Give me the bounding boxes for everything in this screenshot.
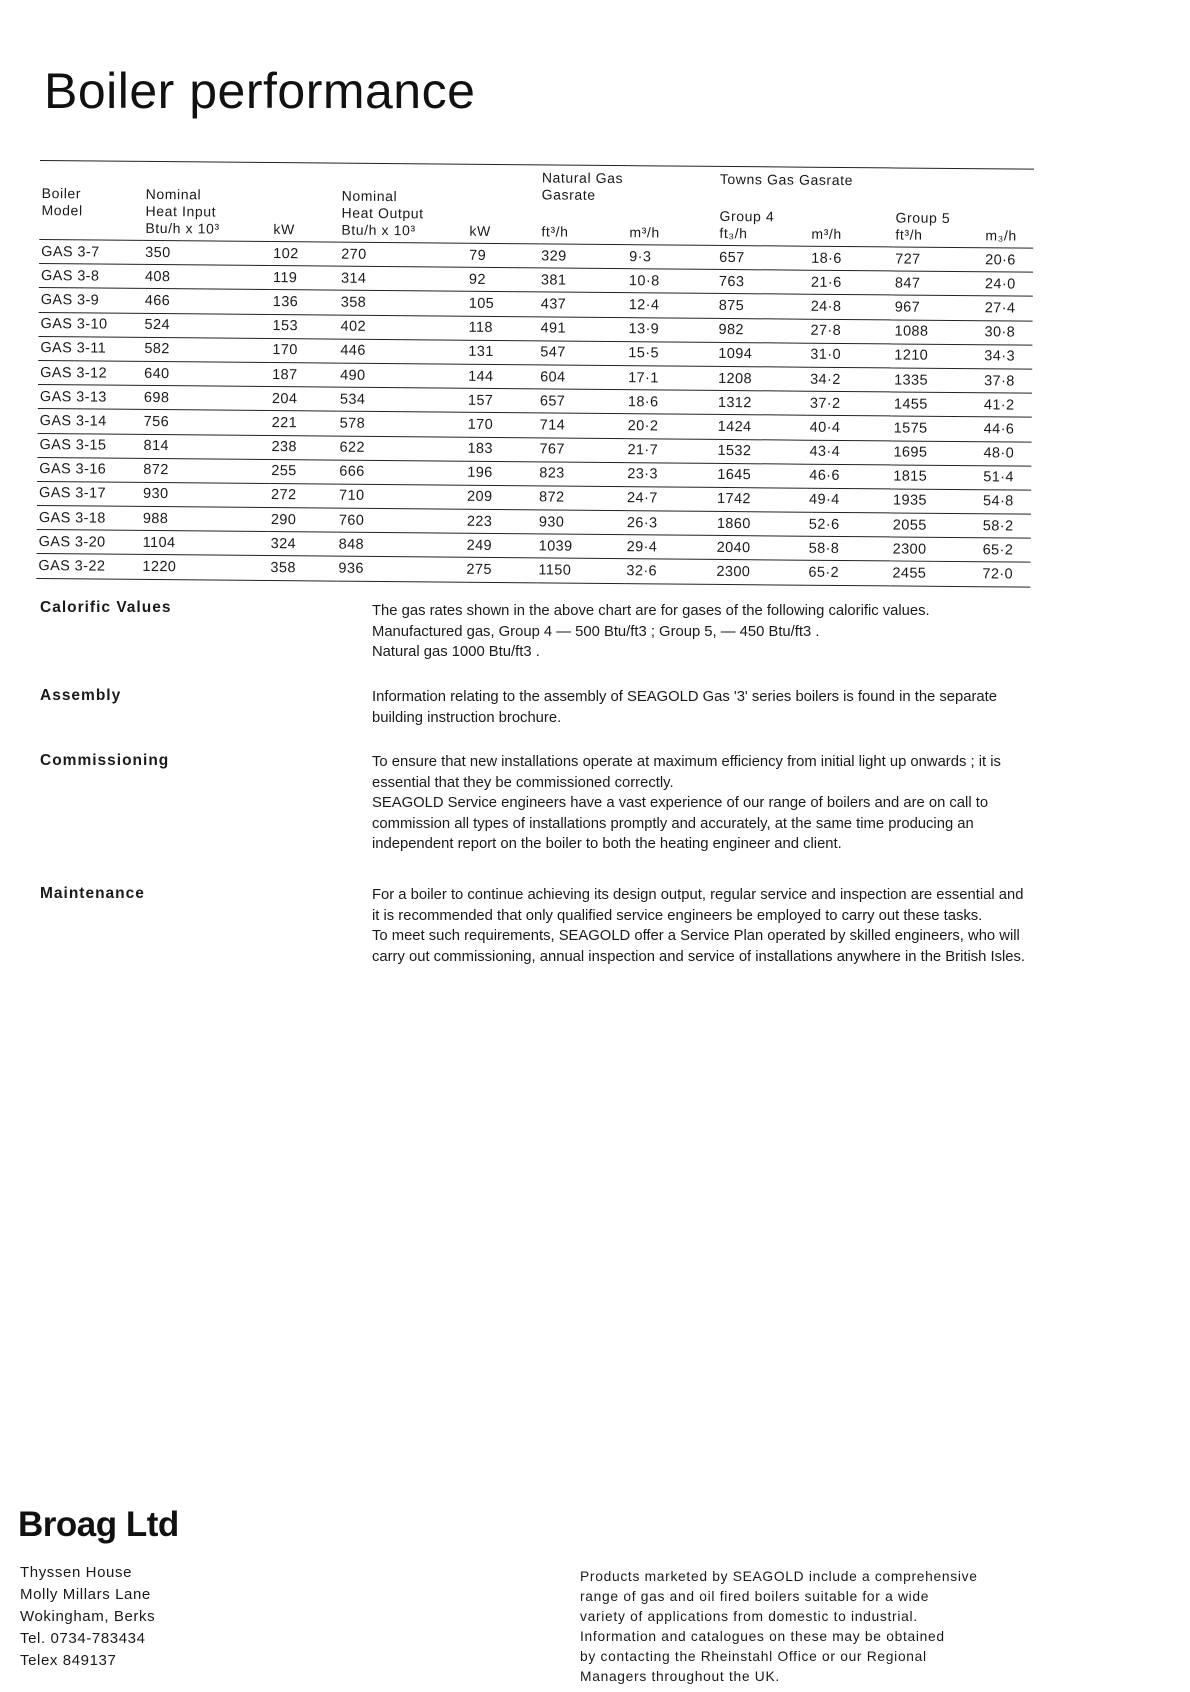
- boiler-model-cell: GAS 3-22: [36, 554, 140, 579]
- table-cell: 604: [538, 365, 626, 390]
- table-cell: 26·3: [625, 511, 715, 536]
- section-body: [372, 601, 1032, 663]
- table-cell: 20·6: [983, 248, 1033, 273]
- table-cell: 10·8: [627, 269, 717, 294]
- table-cell: 767: [537, 437, 625, 462]
- header-towns-gas: Towns Gas Gasrate: [718, 166, 1034, 210]
- section-body: [372, 752, 1032, 855]
- address-line: Telex 849137: [20, 1652, 117, 1669]
- table-cell: 34·3: [982, 344, 1032, 369]
- table-cell: 12·4: [627, 293, 717, 318]
- table-cell: 157: [466, 388, 538, 413]
- products-note: [580, 1567, 1020, 1687]
- table-cell: 65·2: [806, 561, 890, 586]
- section-label: Commissioning: [40, 752, 170, 769]
- table-cell: 710: [337, 484, 465, 509]
- header-natural-gas-line2: Gasrate: [541, 186, 596, 203]
- table-cell: 46·6: [807, 464, 891, 489]
- table-cell: 1094: [716, 342, 808, 367]
- table-cell: 30·8: [982, 320, 1032, 345]
- header-group5-label: Group 5: [895, 209, 951, 226]
- header-heat-input-kw: kW: [271, 163, 340, 243]
- boiler-performance-table: [36, 160, 1034, 587]
- section-label: Assembly: [40, 687, 122, 704]
- maintenance-paragraph: To meet such requirements, SEAGOLD offer a Service Plan operated by skilled engineers, who will carry out commissioning, annual inspection and service of installations anywhere in the British Isles.: [372, 928, 1026, 965]
- table-cell: 524: [142, 313, 270, 338]
- boiler-model-cell: GAS 3-16: [37, 457, 141, 482]
- table-cell: 381: [539, 268, 627, 293]
- table-body: [36, 239, 1033, 586]
- products-line: Information and catalogues on these may be obtained: [580, 1629, 945, 1644]
- table-cell: 1335: [892, 368, 982, 393]
- header-heat-input-line2: Heat Input: [145, 202, 217, 220]
- table-cell: 58·8: [807, 536, 891, 561]
- company-address: [20, 1562, 155, 1672]
- table-cell: 1815: [891, 465, 981, 490]
- header-boiler-model-line1: Boiler: [41, 185, 82, 202]
- table-header-row-top: [40, 160, 1034, 210]
- table-cell: 1210: [892, 344, 982, 369]
- section-label: Maintenance: [40, 885, 145, 902]
- address-line: Molly Millars Lane: [20, 1586, 151, 1603]
- header-heat-output-line2: Heat Output: [341, 204, 424, 222]
- table-cell: 967: [893, 295, 983, 320]
- header-group5-ft3: ft³/h: [895, 226, 923, 243]
- table-cell: 1455: [892, 392, 982, 417]
- maintenance-paragraph: For a boiler to continue achieving its design output, regular service and inspection are essential and it is recommended that only qualified service engineers be employed to carry out these tasks.: [372, 887, 1024, 924]
- table-cell: 2300: [714, 560, 806, 585]
- table-cell: 936: [336, 557, 464, 582]
- boiler-model-cell: GAS 3-10: [38, 312, 142, 337]
- table-cell: 58·2: [981, 514, 1031, 539]
- table-cell: 34·2: [808, 367, 892, 392]
- table-cell: 18·6: [626, 390, 716, 415]
- table-cell: 153: [270, 314, 338, 339]
- table-cell: 102: [271, 242, 339, 267]
- products-line: by contacting the Rheinstahl Office or our Regional: [580, 1649, 927, 1664]
- table-cell: 1424: [716, 415, 808, 440]
- table-cell: 187: [270, 362, 338, 387]
- header-heat-input: [143, 161, 272, 241]
- table-cell: 13·9: [626, 317, 716, 342]
- table-cell: 221: [270, 411, 338, 436]
- calorific-line: Manufactured gas, Group 4 — 500 Btu/ft3 ; Group 5, — 450 Btu/ft3 .: [372, 623, 820, 640]
- table-cell: 37·2: [808, 391, 892, 416]
- table-cell: 1860: [715, 511, 807, 536]
- table-cell: 2300: [891, 537, 981, 562]
- table-cell: 2455: [890, 561, 980, 586]
- table-cell: 21·6: [809, 270, 893, 295]
- table-cell: 466: [143, 289, 271, 314]
- table-cell: 119: [271, 266, 339, 291]
- table-cell: 255: [269, 459, 337, 484]
- table-cell: 2055: [891, 513, 981, 538]
- table-cell: 490: [338, 363, 466, 388]
- table-cell: 982: [716, 318, 808, 343]
- boiler-model-cell: GAS 3-18: [37, 506, 141, 531]
- table-cell: 170: [270, 338, 338, 363]
- boiler-model-cell: GAS 3-9: [39, 288, 143, 313]
- table-cell: 930: [537, 510, 625, 535]
- boiler-model-cell: GAS 3-20: [37, 530, 141, 555]
- section-label: Calorific Values: [40, 599, 172, 616]
- header-natural-gas-ft3: ft³/h: [539, 206, 627, 244]
- table-cell: 1742: [715, 487, 807, 512]
- table-cell: 72·0: [980, 562, 1030, 587]
- header-heat-output-line1: Nominal: [341, 187, 398, 205]
- table-cell: 65·2: [981, 538, 1031, 563]
- table-cell: 578: [338, 411, 466, 436]
- table-cell: 1575: [892, 416, 982, 441]
- header-group5-m3: m₃/h: [983, 210, 1033, 248]
- table-cell: 136: [271, 290, 339, 315]
- assembly-text: Information relating to the assembly of SEAGOLD Gas '3' series boilers is found in the separate building instruction brochure.: [372, 689, 997, 726]
- header-boiler-model: [39, 160, 144, 240]
- boiler-model-cell: GAS 3-14: [38, 409, 142, 434]
- table-cell: 2040: [715, 536, 807, 561]
- table-cell: 40·4: [808, 416, 892, 441]
- boiler-model-cell: GAS 3-7: [39, 239, 143, 264]
- header-group4-ft3: ft₃/h: [719, 224, 748, 242]
- table-cell: 32·6: [624, 559, 714, 584]
- table-cell: 727: [893, 247, 983, 272]
- table-cell: 823: [537, 462, 625, 487]
- table-cell: 760: [337, 508, 465, 533]
- table-cell: 657: [538, 389, 626, 414]
- boiler-model-cell: GAS 3-8: [39, 264, 143, 289]
- table-cell: 170: [466, 413, 538, 438]
- table-cell: 209: [465, 485, 537, 510]
- table-cell: 622: [337, 436, 465, 461]
- table-cell: 872: [537, 486, 625, 511]
- products-line: variety of applications from domestic to industrial.: [580, 1609, 918, 1624]
- table-cell: 324: [269, 532, 337, 557]
- table-cell: 54·8: [981, 490, 1031, 515]
- table-cell: 48·0: [981, 441, 1031, 466]
- table-cell: 988: [141, 506, 269, 531]
- table-cell: 358: [339, 290, 467, 315]
- boiler-model-cell: GAS 3-15: [37, 433, 141, 458]
- address-line: Wokingham, Berks: [20, 1608, 156, 1625]
- table-cell: 204: [270, 387, 338, 412]
- table-cell: 144: [466, 364, 538, 389]
- table-cell: 131: [466, 340, 538, 365]
- table-cell: 848: [337, 532, 465, 557]
- table-cell: 350: [143, 240, 271, 265]
- table-cell: 1039: [537, 534, 625, 559]
- address-line: Tel. 0734-783434: [20, 1630, 146, 1647]
- products-line: Managers throughout the UK.: [580, 1669, 780, 1684]
- commissioning-paragraph: SEAGOLD Service engineers have a vast experience of our range of boilers and are on call to commission all types of installations promptly and accurately, at the same time producing an independent report on the boiler to both the heating engineer and client.: [372, 795, 989, 852]
- table-cell: 1104: [141, 531, 269, 556]
- table-cell: 249: [465, 533, 537, 558]
- table-cell: 21·7: [625, 438, 715, 463]
- table-cell: 31·0: [808, 343, 892, 368]
- table-cell: 534: [338, 387, 466, 412]
- table-cell: 666: [337, 460, 465, 485]
- header-boiler-model-line2: Model: [41, 202, 83, 219]
- table-cell: 24·0: [983, 272, 1033, 297]
- table-cell: 1312: [716, 391, 808, 416]
- table-cell: 446: [338, 339, 466, 364]
- table-cell: 1088: [892, 320, 982, 345]
- calorific-line: Natural gas 1000 Btu/ft3 .: [372, 644, 540, 660]
- table-cell: 17·1: [626, 366, 716, 391]
- table-cell: 43·4: [807, 440, 891, 465]
- table-cell: 275: [464, 558, 536, 583]
- header-natural-gas-line1: Natural Gas: [541, 169, 624, 187]
- table-cell: 27·8: [808, 319, 892, 344]
- table-cell: 9·3: [627, 245, 717, 270]
- commissioning-paragraph: To ensure that new installations operate at maximum efficiency from initial light up onwards ; it is essential that they be commissioned correctly.: [372, 754, 1001, 791]
- table-cell: 358: [268, 556, 336, 581]
- table-cell: 238: [269, 435, 337, 460]
- table-cell: 847: [893, 271, 983, 296]
- header-heat-input-line1: Nominal: [145, 185, 202, 203]
- table-cell: 27·4: [983, 296, 1033, 321]
- table-cell: 1532: [715, 439, 807, 464]
- table-cell: 41·2: [982, 393, 1032, 418]
- table-cell: 1208: [716, 366, 808, 391]
- section-body: [372, 885, 1032, 967]
- table-cell: 51·4: [981, 465, 1031, 490]
- products-line: range of gas and oil fired boilers suitable for a wide: [580, 1589, 930, 1604]
- table-cell: 314: [339, 266, 467, 291]
- table-cell: 875: [717, 294, 809, 319]
- table-cell: 872: [141, 458, 269, 483]
- table-cell: 79: [467, 243, 539, 268]
- table-cell: 24·8: [809, 295, 893, 320]
- table-cell: 547: [538, 341, 626, 366]
- table-cell: 714: [538, 413, 626, 438]
- table-cell: 408: [143, 265, 271, 290]
- table-cell: 582: [142, 337, 270, 362]
- table-cell: 92: [467, 267, 539, 292]
- section-body: [372, 687, 1032, 728]
- table-cell: 20·2: [626, 414, 716, 439]
- table-cell: 930: [141, 482, 269, 507]
- table-cell: 44·6: [982, 417, 1032, 442]
- table-cell: 18·6: [809, 246, 893, 271]
- header-heat-output-kw: kW: [467, 164, 540, 244]
- table-cell: 15·5: [626, 341, 716, 366]
- table-cell: 118: [466, 316, 538, 341]
- table-cell: 196: [465, 461, 537, 486]
- boiler-model-cell: GAS 3-12: [38, 360, 142, 385]
- table-cell: 1645: [715, 463, 807, 488]
- table-cell: 491: [538, 316, 626, 341]
- boiler-model-cell: GAS 3-17: [37, 481, 141, 506]
- table-cell: 1150: [536, 558, 624, 583]
- boiler-model-cell: GAS 3-11: [38, 336, 142, 361]
- page-title: Boiler performance: [44, 63, 476, 119]
- company-name: Broag Ltd: [18, 1505, 179, 1544]
- header-natural-gas-m3: m³/h: [627, 207, 717, 245]
- table-cell: 640: [142, 361, 270, 386]
- boiler-model-cell: GAS 3-13: [38, 385, 142, 410]
- table-cell: 1220: [140, 555, 268, 580]
- table-cell: 329: [539, 244, 627, 269]
- table-cell: 437: [539, 292, 627, 317]
- header-heat-output: [339, 163, 468, 243]
- table-cell: 763: [717, 270, 809, 295]
- address-line: Thyssen House: [20, 1564, 133, 1581]
- table-cell: 1695: [891, 440, 981, 465]
- table-cell: 29·4: [625, 535, 715, 560]
- table-cell: 1935: [891, 489, 981, 514]
- table-cell: 814: [141, 434, 269, 459]
- table-cell: 223: [465, 509, 537, 534]
- table-cell: 270: [339, 242, 467, 267]
- table-cell: 105: [467, 292, 539, 317]
- table-cell: 272: [269, 483, 337, 508]
- table-cell: 402: [338, 315, 466, 340]
- table-cell: 657: [717, 245, 809, 270]
- table-cell: 24·7: [625, 486, 715, 511]
- table-cell: 290: [269, 508, 337, 533]
- table-cell: 49·4: [807, 488, 891, 513]
- header-group4: [717, 208, 809, 246]
- header-heat-input-unit: Btu/h x 10³: [145, 219, 220, 237]
- table-cell: 52·6: [807, 512, 891, 537]
- table-cell: 756: [142, 410, 270, 435]
- table-cell: 698: [142, 386, 270, 411]
- header-group5: [893, 209, 983, 247]
- products-line: Products marketed by SEAGOLD include a comprehensive: [580, 1569, 978, 1584]
- header-natural-gas: [540, 165, 718, 208]
- table-cell: 37·8: [982, 369, 1032, 394]
- table-cell: 23·3: [625, 462, 715, 487]
- header-group4-label: Group 4: [719, 207, 775, 225]
- calorific-line: The gas rates shown in the above chart are for gases of the following calorific values.: [372, 603, 930, 619]
- header-group4-m3: m³/h: [809, 209, 893, 247]
- header-heat-output-unit: Btu/h x 10³: [341, 221, 416, 239]
- table-cell: 183: [465, 437, 537, 462]
